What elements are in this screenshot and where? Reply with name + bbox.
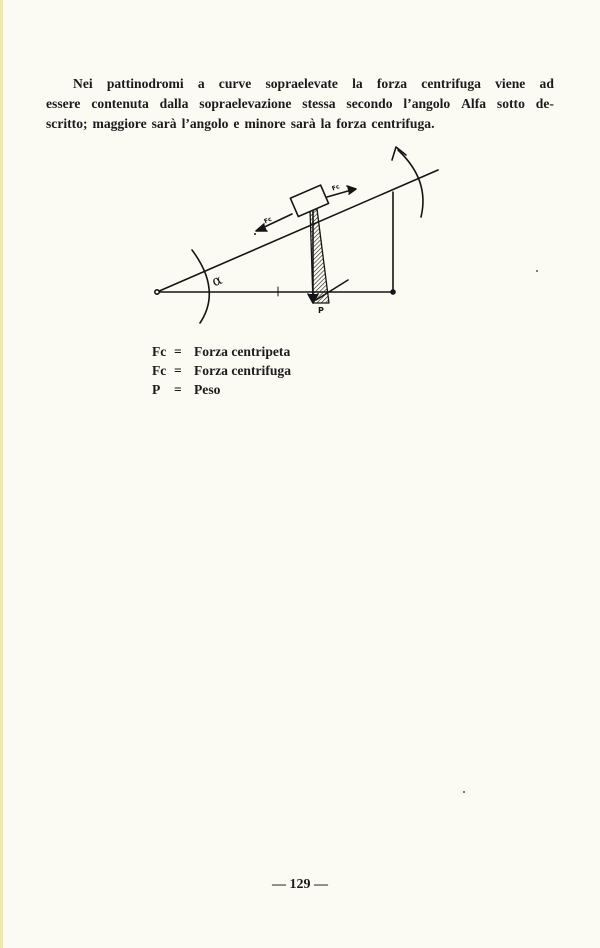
word: essere [46, 96, 81, 111]
word: Nei [73, 76, 93, 91]
word: pattinodromi [106, 76, 184, 91]
ink-dot [254, 233, 256, 235]
angle-arc [192, 250, 209, 323]
word: sarà [151, 116, 177, 131]
page-edge [0, 0, 3, 948]
rotation-arc [398, 150, 423, 217]
word: minore [244, 116, 286, 131]
legend-row [152, 361, 291, 380]
inclined-track [157, 170, 438, 292]
word: la [352, 76, 363, 91]
legend-row [152, 380, 291, 399]
paragraph-line-2 [46, 94, 554, 114]
diagram-legend [152, 342, 291, 399]
word: sopraelevazione [199, 96, 292, 111]
page-number: — 129 — [272, 877, 328, 892]
word: sarà [290, 116, 316, 131]
word: de- [535, 96, 554, 111]
angle-label: α [209, 271, 225, 291]
word: l’angolo [181, 116, 229, 131]
legend-row [152, 342, 291, 361]
legend-equals: = [174, 382, 182, 397]
scan-speck [536, 270, 538, 272]
scan-speck [463, 791, 465, 793]
weight-label: P [318, 306, 324, 315]
word: curve [218, 76, 252, 91]
word: l’angolo [403, 96, 451, 111]
legend-meaning: Forza centrifuga [194, 363, 292, 378]
rotation-arrowhead [392, 147, 406, 160]
word: ad [539, 76, 554, 91]
word: sotto [496, 96, 525, 111]
word: centrifuga [421, 76, 481, 91]
word: e [233, 116, 240, 131]
word: la [320, 116, 332, 131]
legend-equals: = [174, 363, 182, 378]
skater-block [290, 185, 328, 216]
banked-curve-diagram [140, 140, 450, 330]
word: viene [495, 76, 526, 91]
word: dalla [159, 96, 189, 111]
legend-symbol: Fc [152, 344, 167, 359]
word: sopraelevate [265, 76, 338, 91]
word: stessa [302, 96, 336, 111]
paragraph-line-3 [46, 114, 554, 134]
vertex-point [155, 290, 159, 294]
word: maggiore [92, 116, 147, 131]
legend-symbol: Fc [152, 363, 167, 378]
word: secondo [346, 96, 393, 111]
legend-meaning: Forza centripeta [194, 344, 291, 359]
centrifugal-arrowhead [347, 186, 356, 194]
word: a [197, 76, 205, 91]
centrifugal-label: Fc [331, 183, 341, 193]
word: Alfa [461, 96, 487, 111]
centripetal-label: Fc [263, 215, 273, 226]
word: contenuta [91, 96, 149, 111]
word: forza [336, 116, 367, 131]
legend-symbol: P [152, 382, 161, 397]
legend-equals: = [174, 344, 182, 359]
body-paragraph [46, 74, 554, 134]
legend-meaning: Peso [194, 382, 221, 397]
word: forza [376, 76, 408, 91]
word: scritto; [46, 116, 88, 131]
word: centrifuga. [371, 116, 435, 131]
corner-point [391, 290, 395, 294]
paragraph-line-1 [46, 74, 554, 94]
